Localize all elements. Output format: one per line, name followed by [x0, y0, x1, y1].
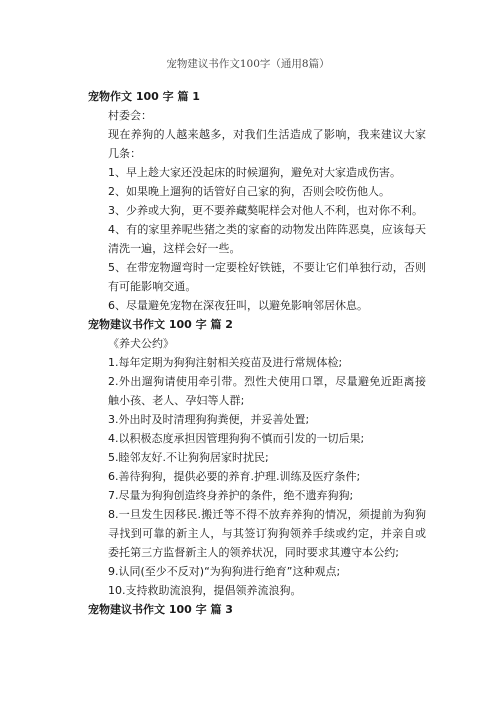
list-item: 1.每年定期为狗狗注射相关疫苗及进行常规体检; [108, 356, 343, 369]
list-item: 1、早上趁大家还没起床的时候遛狗，避免对大家造成伤害。 [108, 166, 401, 179]
section-heading-3: 宠物建议书作文 100 字 篇 3 [88, 603, 233, 616]
list-item: 3、少养或大狗，更不要养藏獒呢样会对他人不利，也对你不利。 [108, 204, 423, 217]
list-item: 3.外出时及时清理狗狗粪便，并妥善处置; [108, 413, 310, 426]
list-item: 6、尽量避免宠物在深夜狂叫，以避免影响邻居休息。 [108, 299, 368, 312]
list-item: 4、有的家里养呢些猪之类的家畜的动物发出阵阵恶臭，应该每天清洗一遍，这样会好一些。 [108, 223, 426, 255]
list-item: 9.认同(至少不反对)“为狗狗进行绝育”这种观点; [108, 565, 341, 578]
list-item: 8.一旦发生因移民.搬迁等不得不放弃养狗的情况，须提前为狗狗寻找到可靠的新主人，与其签订狗狗领养手续或约定，并亲自或委托第三方监督新主人的领养状况，同时要求其遵守本公约; [108, 508, 426, 559]
document-title: 宠物建议书作文100字（通用8篇） [166, 58, 330, 70]
list-item: 2.外出遛狗请使用牵引带。烈性犬使用口罩，尽量避免近距离接触小孩、老人、孕妇等人群; [108, 375, 426, 407]
document-body [88, 87, 426, 619]
list-item: 7.尽量为狗狗创造终身养护的条件，绝不遗弃狗狗; [108, 489, 354, 502]
convention-title: 《养犬公约》 [108, 337, 174, 350]
section-heading-1: 宠物作文 100 字 篇 1 [88, 90, 200, 103]
list-item: 4.以积极态度承担因管理狗狗不慎而引发的一切后果; [108, 432, 365, 445]
list-item: 10.支持救助流浪狗，提倡领养流浪狗。 [108, 584, 302, 597]
paragraph: 现在养狗的人越来越多，对我们生活造成了影响，我来建议大家几条： [108, 128, 426, 160]
list-item: 2、如果晚上遛狗的话管好自己家的狗，否则会咬伤他人。 [108, 185, 390, 198]
list-item: 6.善待狗狗，提供必要的养育.护理.训练及医疗条件; [108, 470, 361, 483]
section-heading-2: 宠物建议书作文 100 字 篇 2 [88, 318, 233, 331]
salutation: 村委会： [108, 109, 152, 122]
list-item: 5、在带宠物遛弯时一定要栓好铁链，不要让它们单独行动，否则有可能影响交通。 [108, 261, 426, 293]
list-item: 5.睦邻友好.不让狗狗居家时扰民; [108, 451, 269, 464]
